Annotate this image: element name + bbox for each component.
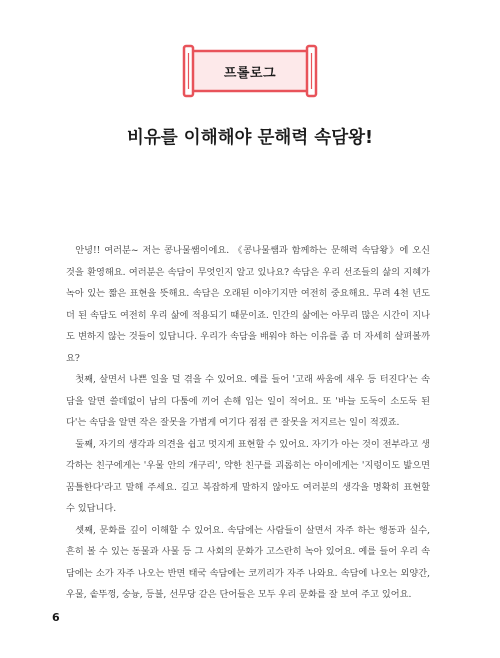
paragraph-second-reason: 둘째, 자기의 생각과 의견을 쉽고 멋지게 표현할 수 있어요. 자기가 아는 것이 전부라고 생각하는 친구에게는 '우물 안의 개구리', 약한 친구를 괴롭히는 아이에게는 '지렁이도 밟으면 꿈틀한다'라고 말해 주세요. 길고 복잡하게 말하지 않아도 여러분의 생각을 명확히 표현할 수 있답니다.	[66, 438, 430, 514]
banner-label: 프롤로그	[223, 65, 277, 81]
paragraph-third-reason: 셋째, 문화를 깊이 이해할 수 있어요. 속담에는 사람들이 살면서 자주 하는 행동과 실수, 흔히 볼 수 있는 동물과 사물 등 그 사회의 문화가 고스란히 녹아 있어요. 예를 들어 우리 속담에는 소가 자주 나오는 반면 태국 속담에는 코끼리가 자주 나와요. 속담에 나오는 외양간, 우물, 솥뚜껑, 숭늉, 등불, 선무당 같은 단어들은 모두 우리 문화를 잘 보여 주고 있어요.	[66, 524, 430, 600]
paragraph-first-reason: 첫째, 살면서 나쁜 일을 덜 겪을 수 있어요. 예를 들어 '고래 싸움에 새우 등 터진다'는 속담을 알면 쓸데없이 남의 다툼에 끼어 손해 입는 일이 적어요. 또 '바늘 도둑이 소도둑 된다'는 속담을 알면 작은 잘못을 가볍게 여기다 점점 큰 잘못을 저지르는 일이 적겠죠.	[66, 374, 430, 428]
page-number: 6	[52, 611, 60, 624]
paragraph-intro: 안녕!! 여러분~ 저는 콩나물쌤이에요. 《콩나물쌤과 함께하는 문해력 속담왕》에 오신 것을 환영해요. 여러분은 속담이 무엇인지 알고 있나요? 속담은 우리 선조들의 삶의 지혜가 녹아 있는 짧은 표현을 뜻해요. 속담은 오래된 이야기지만 여전히 중요해요. 무려 4천 년도 더 된 속담도 여전히 우리 삶에 적용되기 때문이죠. 인간의 삶에는 아무리 많은 시간이 지나도 변하지 않는 것들이 있답니다. 우리가 속담을 배워야 하는 이유를 좀 더 자세히 살펴볼까요?	[66, 245, 430, 364]
body-text	[66, 240, 430, 606]
page-title: 비유를 이해해야 문해력 속담왕!	[126, 128, 374, 148]
prologue-banner	[176, 44, 324, 98]
